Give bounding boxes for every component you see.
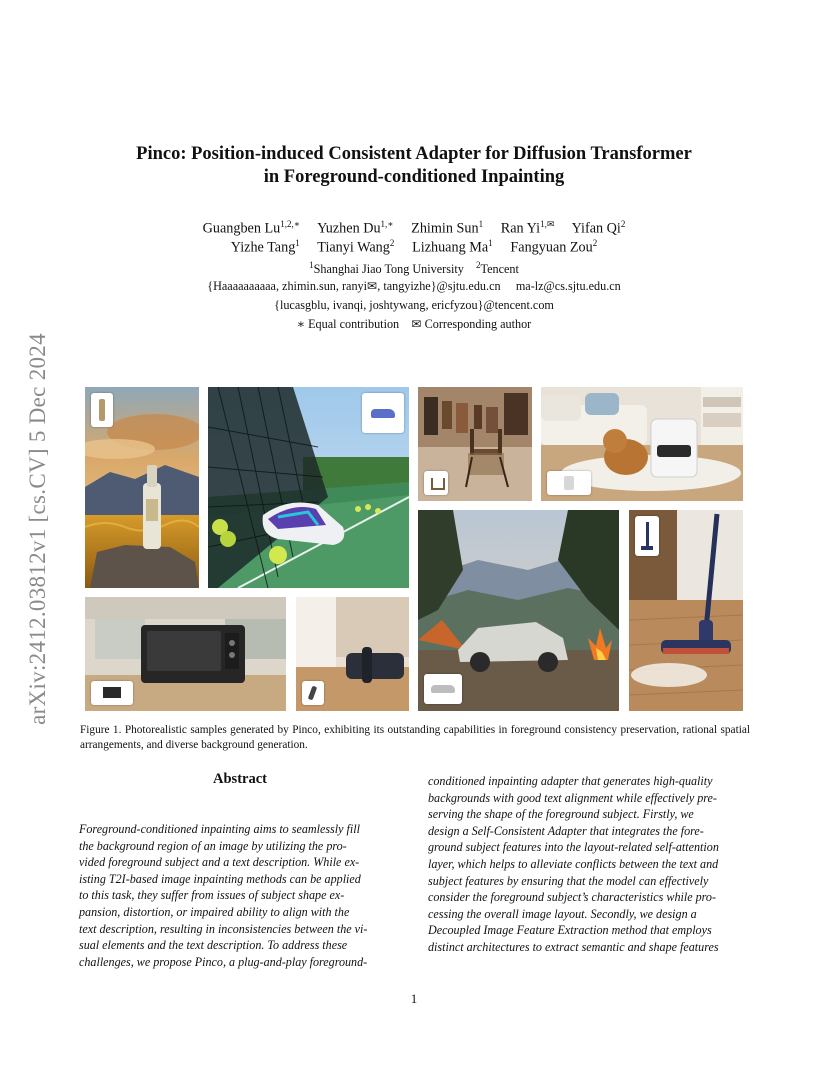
abstract-line: text description, resulting in inconsistencies between the vi-	[79, 921, 368, 936]
abstract-heading: Abstract	[213, 771, 267, 787]
title-line-1: Pinco: Position-induced Consistent Adapter for Diffusion Transformer	[136, 144, 692, 164]
corresponding-author-note: ✉ Corresponding author	[411, 317, 532, 331]
abstract-line: vided foreground subject and a text description. While ex-	[79, 855, 360, 870]
author-name: Yuzhen Du	[317, 220, 381, 237]
page-number: 1	[410, 991, 418, 1006]
author-marker: 1,2,∗	[280, 219, 300, 229]
author-name: Lizhuang Ma	[412, 239, 489, 256]
equal-contribution-note: ∗ Equal contribution	[296, 317, 400, 331]
abstract-line: design a Self-Consistent Adapter that integrates the fore-	[428, 823, 704, 838]
arxiv-identifier: arXiv:2412.03812v1 [cs.CV] 5 Dec 2024	[25, 333, 50, 725]
foreground-thumbnail	[302, 681, 324, 705]
emails-line-1	[60, 279, 768, 294]
author-marker: 2	[620, 219, 626, 229]
author-marker: 2	[389, 238, 395, 248]
figure-1	[85, 387, 743, 711]
abstract-line: challenges, we propose Pinco, a plug-and-play foreground-	[79, 954, 368, 969]
abstract-line: isting T2I-based image inpainting methods can be applied	[79, 871, 361, 886]
author-name: Yizhe Tang	[230, 239, 296, 256]
author-marker: 2	[592, 238, 598, 248]
author-marker: 1	[488, 238, 493, 248]
abstract-line: Decoupled Image Feature Extraction method that employs	[428, 923, 712, 938]
abstract-line: pansion, distortion, or impaired ability to align with the	[79, 904, 350, 919]
affiliations	[60, 260, 768, 277]
paper-title	[60, 143, 768, 189]
affiliation-name: Shanghai Jiao Tong University	[313, 262, 464, 277]
abstract-line: the background region of an image by utilizing the pro-	[79, 838, 347, 853]
foreground-thumbnail	[424, 471, 448, 495]
abstract-line: subject features by ensuring that the model can effectively	[428, 873, 709, 888]
abstract-left-column	[79, 821, 401, 970]
abstract-line: to this task, they suffer from issues of subject shape ex-	[79, 888, 345, 903]
affiliation-name: Tencent	[480, 262, 519, 277]
foreground-thumbnail	[362, 393, 404, 433]
author-marker: 1,✉	[540, 219, 555, 229]
foreground-thumbnail	[91, 393, 113, 427]
abstract-line: conditioned inpainting adapter that generates high-quality	[428, 774, 713, 788]
shaver-panel	[296, 597, 409, 711]
abstract-line: serving the shape of the foreground subject. Firstly, we	[428, 807, 694, 822]
sneaker-tennis-panel	[208, 387, 409, 588]
oven-kitchen-panel	[85, 597, 286, 711]
author-name: Yifan Qi	[571, 220, 621, 237]
abstract-line: backgrounds with good text alignment while effectively pre-	[428, 790, 717, 805]
abstract-line: Foreground-conditioned inpainting aims to seamlessly fill	[79, 822, 360, 836]
author-notes	[60, 317, 768, 332]
email-group: {Haaaaaaaaaa, zhimin.sun, ranyi✉, tangyizhe}@sjtu.edu.cn	[207, 279, 501, 293]
author-name: Fangyuan Zou	[510, 239, 593, 256]
author-marker: 1	[295, 238, 300, 248]
affiliation-marker: 1	[309, 260, 314, 270]
robot-dog-panel	[541, 387, 743, 501]
car-camp-panel	[418, 510, 619, 711]
author-name: Guangben Lu	[202, 220, 281, 237]
vacuum-floor-panel	[629, 510, 743, 711]
email-address: ma-lz@cs.sjtu.edu.cn	[515, 279, 621, 293]
foreground-thumbnail	[635, 516, 659, 556]
foreground-thumbnail	[547, 471, 591, 495]
abstract-line: cessing the overall image layout. Secondly, we design a	[428, 906, 697, 921]
author-marker: 1	[478, 219, 484, 229]
emails-line-2	[60, 298, 768, 313]
author-name: Tianyi Wang	[317, 239, 390, 256]
foreground-thumbnail	[91, 681, 133, 705]
abstract-line: consider the foreground subject’s characteristics while pro-	[428, 890, 716, 905]
bottle-field-panel	[85, 387, 199, 588]
title-line-2: in Foreground-conditioned Inpainting	[263, 167, 565, 187]
author-marker: 1,∗	[380, 219, 394, 229]
affiliation-marker: 2	[476, 260, 481, 270]
abstract-line: distinct architectures to extract semantic and shape features	[428, 939, 719, 954]
author-name: Zhimin Sun	[411, 220, 479, 237]
abstract-line: sual elements and the text description. To address these	[79, 938, 348, 953]
gallery-chair-panel	[418, 387, 532, 501]
authors-line-1	[60, 219, 768, 238]
abstract-line: layer, which helps to alleviate conflicts between the text and	[428, 856, 719, 871]
author-name: Ran Yi	[500, 220, 541, 237]
abstract-line: ground subject features into the layout-related self-attention	[428, 840, 719, 855]
authors-line-2	[60, 238, 768, 257]
arxiv-sidebar	[10, 300, 66, 758]
foreground-thumbnail	[424, 674, 462, 704]
abstract-right-column	[428, 773, 750, 956]
figure-caption: Figure 1. Photorealistic samples generated by Pinco, exhibiting its outstanding capabilities in foreground consistency preservation, rational spatial arrangements, and diverse background generation.	[80, 724, 750, 751]
email-group: {lucasgblu, ivanqi, joshtywang, ericfyzou}@tencent.com	[274, 298, 554, 312]
